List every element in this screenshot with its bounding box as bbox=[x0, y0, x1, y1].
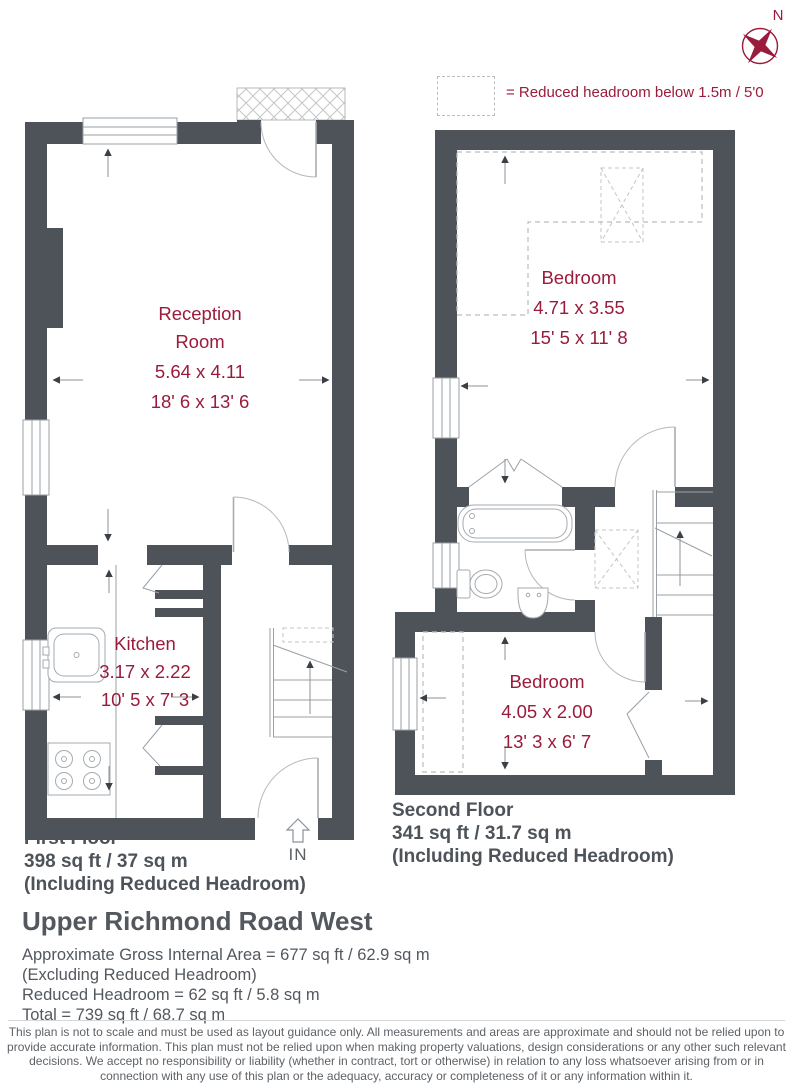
window bbox=[433, 378, 459, 438]
reduced-headroom-region bbox=[457, 152, 702, 315]
svg-text:Bedroom: Bedroom bbox=[541, 267, 616, 288]
first-floor-walls bbox=[25, 120, 354, 840]
north-label: N bbox=[773, 7, 784, 24]
compass-rose bbox=[731, 4, 793, 84]
floor-note: (Including Reduced Headroom) bbox=[24, 873, 306, 896]
svg-text:Reception: Reception bbox=[158, 303, 241, 324]
closet-folding-door bbox=[627, 692, 649, 758]
svg-text:4.05 x 2.00: 4.05 x 2.00 bbox=[501, 701, 593, 722]
entrance-canopy bbox=[237, 88, 345, 120]
window bbox=[433, 543, 459, 588]
svg-text:3.17 x 2.22: 3.17 x 2.22 bbox=[99, 661, 191, 682]
first-floor-caption bbox=[24, 827, 306, 896]
floor-area: 341 sq ft / 31.7 sq m bbox=[392, 822, 674, 845]
hall-entrance-door bbox=[258, 758, 318, 818]
first-floor-plan bbox=[15, 82, 365, 872]
disclaimer-line: provide accurate information. This plan must not be relied upon when making property valuations, design considerations or any other such relevant bbox=[0, 1040, 793, 1055]
disclaimer-line: decisions. We accept no responsibility or liability (whether in contract, tort or otherwise) in relation to any loss whatsoever arising from or in bbox=[0, 1054, 793, 1069]
disclaimer-line: connection with any use of this plan or the adequacy, accuracy or completeness of it or any information within it. bbox=[0, 1069, 793, 1083]
svg-text:15' 5 x 11' 8: 15' 5 x 11' 8 bbox=[530, 327, 627, 348]
wardrobe-double-doors bbox=[469, 459, 562, 487]
window bbox=[393, 658, 417, 730]
bathtub bbox=[458, 505, 572, 542]
kitchen-hob bbox=[48, 743, 110, 795]
toilet bbox=[457, 570, 502, 598]
second-floor-plan bbox=[392, 118, 740, 806]
chimney-breast bbox=[47, 228, 63, 328]
reduced-headroom-swatch bbox=[437, 76, 495, 116]
cupboard-stub bbox=[155, 766, 205, 775]
disclaimer bbox=[0, 1025, 793, 1083]
svg-text:10' 5 x 7' 3: 10' 5 x 7' 3 bbox=[101, 689, 189, 710]
cupboard-stub bbox=[155, 590, 205, 599]
second-floor-caption bbox=[392, 799, 674, 868]
excluding-note-line: (Excluding Reduced Headroom) bbox=[22, 965, 430, 985]
front-door bbox=[261, 122, 316, 177]
bedroom2-label bbox=[501, 671, 593, 752]
in-label: IN bbox=[289, 845, 308, 864]
svg-text:5.64 x 4.11: 5.64 x 4.11 bbox=[155, 361, 245, 382]
rooflight bbox=[595, 530, 638, 588]
second-floor-walls bbox=[395, 130, 735, 795]
page-title: Upper Richmond Road West bbox=[22, 906, 430, 937]
bedroom2-door bbox=[595, 632, 645, 682]
reception-room-label bbox=[151, 303, 250, 412]
floor-area: 398 sq ft / 37 sq m bbox=[24, 850, 306, 873]
reduced-headroom-region bbox=[423, 632, 463, 772]
legend-label: = Reduced headroom below 1.5m / 5'0 bbox=[506, 84, 764, 101]
svg-text:13' 3 x 6' 7: 13' 3 x 6' 7 bbox=[503, 731, 591, 752]
staircase bbox=[653, 490, 713, 617]
cupboard-stub bbox=[155, 716, 205, 725]
svg-text:Kitchen: Kitchen bbox=[114, 633, 176, 654]
svg-text:Room: Room bbox=[175, 331, 224, 352]
floor-name: Second Floor bbox=[392, 799, 674, 822]
window bbox=[83, 118, 177, 144]
floor-note: (Including Reduced Headroom) bbox=[392, 845, 674, 868]
reduced-headroom-line: Reduced Headroom = 62 sq ft / 5.8 sq m bbox=[22, 985, 430, 1005]
rooflight bbox=[601, 168, 643, 242]
basin bbox=[518, 588, 548, 618]
divider-rule bbox=[8, 1020, 785, 1021]
title-block bbox=[22, 906, 430, 1025]
gross-area-line: Approximate Gross Internal Area = 677 sq ft / 62.9 sq m bbox=[22, 945, 430, 965]
svg-text:18' 6 x 13' 6: 18' 6 x 13' 6 bbox=[151, 391, 250, 412]
svg-text:Bedroom: Bedroom bbox=[509, 671, 584, 692]
window bbox=[23, 420, 49, 495]
second-floor-windows bbox=[393, 378, 459, 730]
kitchen-label bbox=[99, 633, 191, 710]
cupboard-stub bbox=[155, 608, 205, 617]
floor-name: First Floor bbox=[24, 827, 306, 850]
reception-door bbox=[234, 497, 290, 552]
svg-text:4.71 x 3.55: 4.71 x 3.55 bbox=[533, 297, 625, 318]
bedroom1-label bbox=[530, 267, 627, 348]
total-area-line: Total = 739 sq ft / 68.7 sq m bbox=[22, 1005, 430, 1025]
kitchen-sink bbox=[43, 628, 105, 682]
measure-arrows bbox=[54, 150, 328, 789]
disclaimer-line: This plan is not to scale and must be used as layout guidance only. All measurements and areas are approximate and should not be relied upon to bbox=[0, 1025, 793, 1040]
bedroom1-door bbox=[615, 427, 675, 487]
